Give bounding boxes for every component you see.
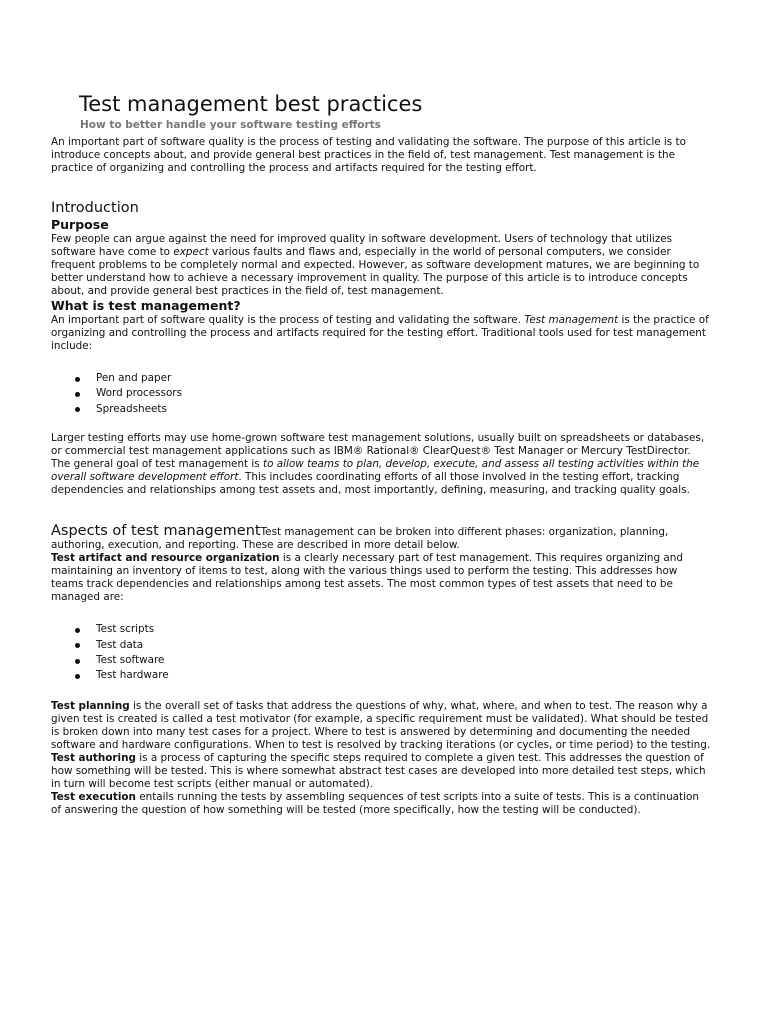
term-execution: Test execution [51, 790, 136, 803]
introduction-heading: Introduction [51, 200, 139, 216]
page-title: Test management best practices [79, 92, 423, 116]
term-authoring: Test authoring [51, 751, 136, 764]
execution-paragraph: Test execution entails running the tests by assembling sequences of test scripts into a suite of tests. This is a continuation of answering the question of how something will be tested (more specifically, how the testing will be conducted). [51, 790, 699, 816]
emphasis-expect: expect [173, 246, 209, 258]
authoring-paragraph: Test authoring is a process of capturing the specific steps required to complete a given test. This addresses the question of how something will be tested. This is where somewhat abstract test cases are developed into more detailed test steps, which in turn will become test scripts (either manual or automated). [51, 751, 706, 790]
document-body [51, 136, 711, 817]
aspects-paragraph: Aspects of test managementTest management can be broken into different phases: organization, planning, authoring, execution, and reporting. These are described in more detail below. [51, 523, 669, 552]
purpose-heading: Purpose [51, 217, 109, 232]
tools-list [51, 371, 711, 417]
list-item: Word processors [51, 386, 711, 401]
artifact-paragraph: Test artifact and resource organization is a clearly necessary part of test management. This requires organizing and maintaining an inventory of items to test, along with the various things used to perform the testing. This addresses how teams track dependencies and relationships among test assets. The most common types of test assets that need to be managed are: [51, 552, 683, 604]
larger-efforts-paragraph: Larger testing efforts may use home-grown software test management solutions, usually built on spreadsheets or databases, or commercial test management applications such as IBM® Rational® ClearQuest® Test Manager or Mercury TestDirector. [51, 432, 705, 458]
list-item: Test data [51, 638, 711, 653]
list-item: Test software [51, 653, 711, 668]
emphasis-test-management: Test management [524, 314, 619, 326]
term-planning: Test planning [51, 699, 130, 712]
list-item: Test hardware [51, 668, 711, 683]
what-paragraph: An important part of software quality is the process of testing and validating the software. Test management is the practice of organizing and controlling the process and artifacts required for the testing effort. Traditional tools used for test management include: [51, 314, 709, 352]
goal-paragraph: The general goal of test management is to allow teams to plan, develop, execute, and assess all testing activities within the overall software development effort. This includes coordinating efforts of all those involved in the testing effort, tracking dependencies and relationships among test assets and, most importantly, defining, measuring, and tracking quality goals. [51, 458, 700, 497]
page-subtitle: How to better handle your software testing efforts [80, 119, 381, 131]
aspects-heading: Aspects of test management [51, 523, 261, 540]
term-artifact: Test artifact and resource organization [51, 552, 280, 565]
purpose-paragraph: Few people can argue against the need for improved quality in software development. Users of technology that utilizes software have come to expect various faults and flaws and, especially in the world of personal computers, we consider frequent problems to be completely normal and expected. However, as software development matures, we are beginning to better understand how to achieve a necessary improvement in quality. The purpose of this article is to introduce concepts about, and provide general best practices in the field of, test management. [51, 233, 700, 297]
list-item: Spreadsheets [51, 402, 711, 417]
list-item: Test scripts [51, 622, 711, 637]
planning-paragraph: Test planning is the overall set of tasks that address the questions of why, what, where, and when to test. The reason why a given test is created is called a test motivator (for example, a specific requirement must be validated). What should be tested is broken down into many test cases for a project. Where to test is answered by determining and documenting the needed software and hardware configurations. When to test is resolved by tracking iterations (or cycles, or time period) to the testing. [51, 699, 711, 751]
assets-list [51, 622, 711, 684]
what-is-test-management-heading: What is test management? [51, 298, 241, 313]
list-item: Pen and paper [51, 371, 711, 386]
intro-paragraph: An important part of software quality is the process of testing and validating the software. The purpose of this article is to introduce concepts about, and provide general best practices in the field of, test management. Test management is the practice of organizing and controlling the process and artifacts required for the testing effort. [51, 136, 686, 174]
emphasis-goal: to allow teams to plan, develop, execute, and assess all testing activities within the overall software development effort [51, 458, 700, 484]
